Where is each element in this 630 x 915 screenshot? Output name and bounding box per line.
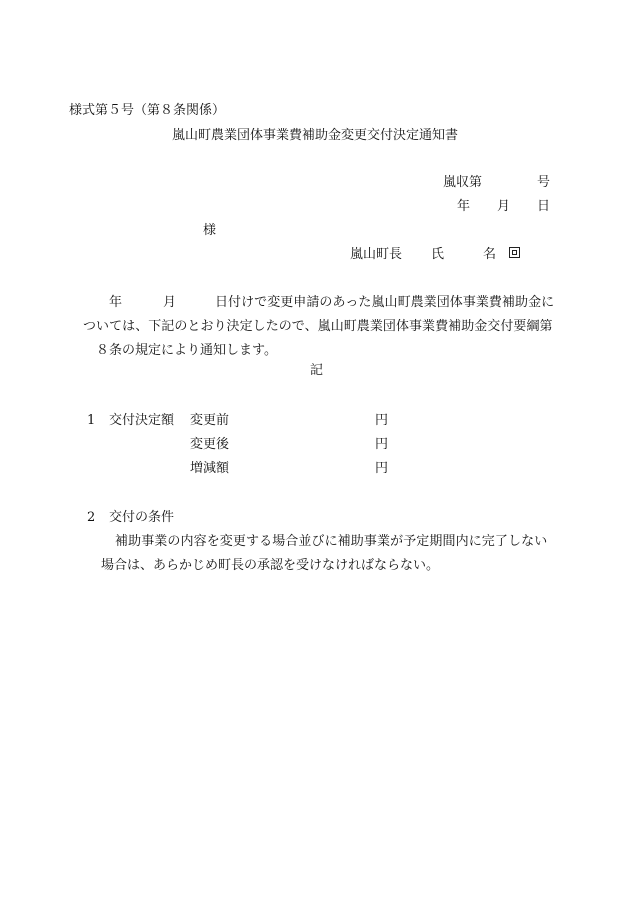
body-line-2: ついては、下記のとおり決定したので、嵐山町農業団体事業費補助金交付要綱第	[83, 319, 553, 334]
row-diff-label: 増減額	[190, 461, 230, 476]
item2-number: 2	[87, 510, 96, 525]
ki-heading: 記	[310, 363, 324, 378]
row-diff-unit: 円	[375, 461, 389, 476]
item2-label: 交付の条件	[109, 510, 175, 525]
row-before-label: 変更前	[190, 413, 230, 428]
doc-number-suffix: 号	[537, 175, 551, 190]
issuer-name-label-1: 氏	[431, 247, 445, 262]
doc-number-prefix: 嵐収第	[443, 175, 483, 190]
body-month: 月	[163, 295, 177, 310]
addressee-honorific: 様	[203, 223, 217, 238]
item1-label: 交付決定額	[109, 413, 175, 428]
body-line-3: ８条の規定により通知します。	[96, 343, 277, 358]
row-after-label: 変更後	[190, 437, 230, 452]
date-day: 日	[537, 199, 551, 214]
row-before-unit: 円	[375, 413, 389, 428]
form-number: 様式第５号（第８条関係）	[69, 103, 226, 118]
issuer-name-label-2: 名	[483, 247, 497, 262]
item1-number: 1	[87, 413, 96, 428]
item2-line-1: 補助事業の内容を変更する場合並びに補助事業が予定期間内に完了しない	[115, 534, 548, 549]
row-after-unit: 円	[375, 437, 389, 452]
date-year: 年	[457, 199, 471, 214]
issuer-title: 嵐山町長	[350, 247, 403, 262]
item2-line-2: 場合は、あらかじめ町長の承認を受けなければならない。	[101, 558, 440, 573]
body-line-1: 日付けで変更申請のあった嵐山町農業団体事業費補助金に	[215, 295, 555, 310]
date-month: 月	[497, 199, 511, 214]
document-title: 嵐山町農業団体事業費補助金変更交付決定通知書	[172, 128, 459, 143]
body-year: 年	[109, 295, 123, 310]
seal-icon	[509, 247, 520, 258]
